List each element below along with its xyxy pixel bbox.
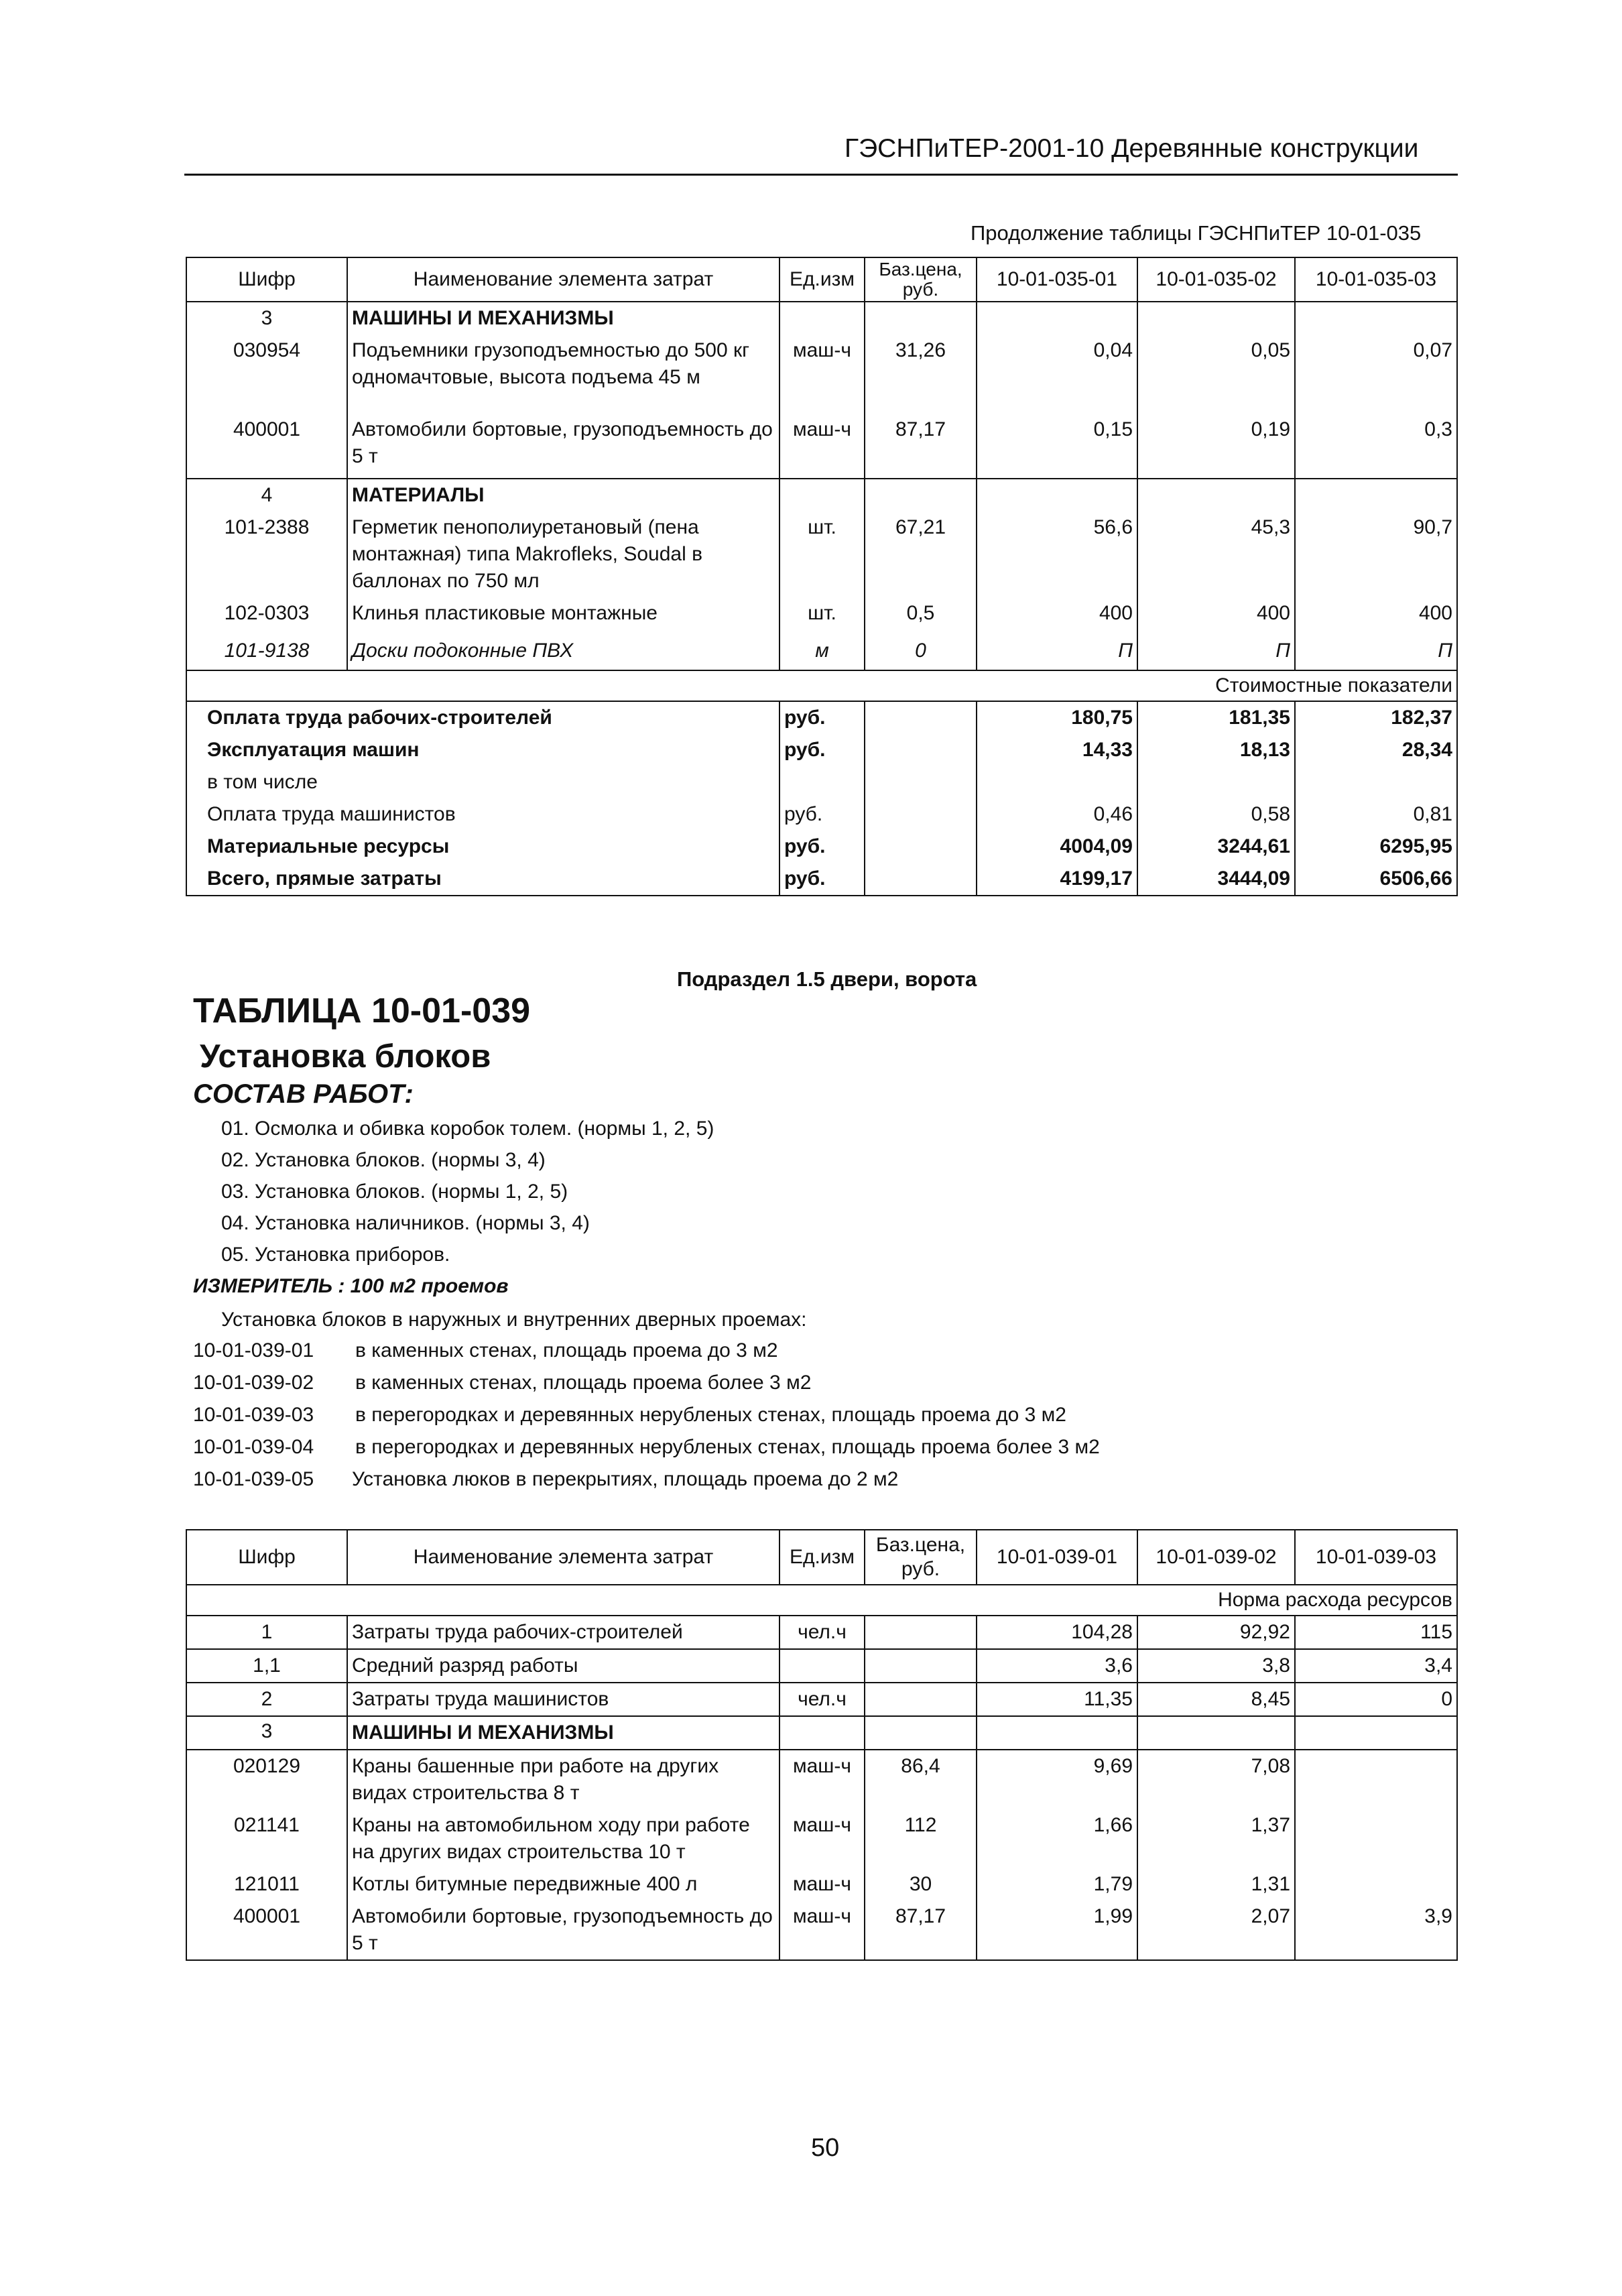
cell-value-2: 45,3 bbox=[1137, 511, 1295, 597]
norm-code: 10-01-039-03 bbox=[193, 1404, 314, 1426]
cell-value-2: 2,07 bbox=[1137, 1900, 1295, 1960]
cost-name: Всего, прямые затраты bbox=[186, 863, 779, 896]
cell-price: 86,4 bbox=[865, 1750, 977, 1809]
subsection-title: Подраздел 1.5 двери, ворота bbox=[677, 967, 977, 991]
page-header-title: ГЭСНПиТЕР-2001-10 Деревянные конструкции bbox=[845, 134, 1419, 163]
cell-value-3 bbox=[1295, 1868, 1457, 1900]
norm-code: 10-01-039-05 bbox=[193, 1468, 314, 1490]
cell-price: 67,21 bbox=[865, 511, 977, 597]
cost-price-empty bbox=[865, 734, 977, 766]
cell-value-1 bbox=[977, 302, 1137, 335]
cost-value-2: 0,58 bbox=[1137, 798, 1295, 831]
cell-value-2: 1,31 bbox=[1137, 1868, 1295, 1900]
cost-row bbox=[186, 766, 1457, 798]
cost-value-1: 180,75 bbox=[977, 701, 1137, 734]
table-row bbox=[186, 1868, 1457, 1900]
page-number: 50 bbox=[811, 2134, 840, 2162]
col-norm-3: 10-01-035-03 bbox=[1295, 257, 1457, 302]
cell-code: 020129 bbox=[186, 1750, 347, 1809]
cell-price: 87,17 bbox=[865, 1900, 977, 1960]
cost-value-1: 4004,09 bbox=[977, 831, 1137, 863]
cost-value-1: 4199,17 bbox=[977, 863, 1137, 896]
cell-value-3: 0,3 bbox=[1295, 414, 1457, 479]
cell-value-1: 104,28 bbox=[977, 1616, 1137, 1649]
cell-value-2 bbox=[1137, 1716, 1295, 1750]
cell-value-1 bbox=[977, 479, 1137, 511]
cost-name: в том числе bbox=[186, 766, 779, 798]
cell-name: Автомобили бортовые, грузоподъемность до 5 т bbox=[347, 414, 779, 479]
cell-code: 1,1 bbox=[186, 1649, 347, 1683]
cost-price-empty bbox=[865, 798, 977, 831]
cell-value-2: 8,45 bbox=[1137, 1683, 1295, 1716]
col-norm-1: 10-01-039-01 bbox=[977, 1530, 1137, 1585]
table-row bbox=[186, 479, 1457, 511]
col-name: Наименование элемента затрат bbox=[347, 1530, 779, 1585]
cell-code: 400001 bbox=[186, 1900, 347, 1960]
cell-name: Краны на автомобильном ходу при работе на других видах строительства 10 т bbox=[347, 1809, 779, 1868]
header-rule bbox=[184, 174, 1458, 176]
cell-value-1: 1,66 bbox=[977, 1809, 1137, 1868]
norm-text: в каменных стенах, площадь проема более 3 м2 bbox=[355, 1372, 812, 1394]
col-price: Баз.цена, руб. bbox=[865, 1530, 977, 1585]
cell-value-3: 90,7 bbox=[1295, 511, 1457, 597]
cost-price-empty bbox=[865, 831, 977, 863]
cost-unit: руб. bbox=[779, 701, 865, 734]
norm-code: 10-01-039-02 bbox=[193, 1372, 314, 1394]
cell-name: Герметик пенополиуретановый (пена монтажная) типа Makrofleks, Soudal в баллонах по 750 мл bbox=[347, 511, 779, 597]
cell-code: 1 bbox=[186, 1616, 347, 1649]
cell-name: Подъемники грузоподъемностью до 500 кг одномачтовые, высота подъема 45 м bbox=[347, 335, 779, 414]
table-row bbox=[186, 1716, 1457, 1750]
cell-code: 030954 bbox=[186, 335, 347, 414]
cost-value-1: 14,33 bbox=[977, 734, 1137, 766]
cell-value-1: 1,99 bbox=[977, 1900, 1137, 1960]
cell-code: 3 bbox=[186, 1716, 347, 1750]
cell-unit: чел.ч bbox=[779, 1683, 865, 1716]
cell-value-3: П bbox=[1295, 635, 1457, 670]
norm-label: Норма расхода ресурсов bbox=[186, 1585, 1457, 1616]
works-heading: СОСТАВ РАБОТ: bbox=[193, 1079, 414, 1109]
cost-unit: руб. bbox=[779, 798, 865, 831]
cell-price bbox=[865, 1716, 977, 1750]
cell-name: Котлы битумные передвижные 400 л bbox=[347, 1868, 779, 1900]
table1-header-row bbox=[186, 257, 1457, 302]
cell-name: Клинья пластиковые монтажные bbox=[347, 597, 779, 635]
cell-value-3: 0 bbox=[1295, 1683, 1457, 1716]
col-price: Баз.цена, руб. bbox=[865, 257, 977, 302]
cost-row bbox=[186, 734, 1457, 766]
cell-code: 101-9138 bbox=[186, 635, 347, 670]
table-row bbox=[186, 635, 1457, 670]
cell-price: 87,17 bbox=[865, 414, 977, 479]
table-row bbox=[186, 597, 1457, 635]
cell-name: МАТЕРИАЛЫ bbox=[347, 479, 779, 511]
cell-code: 4 bbox=[186, 479, 347, 511]
col-unit: Ед.изм bbox=[779, 257, 865, 302]
norm-text: в перегородках и деревянных нерубленых стенах, площадь проема до 3 м2 bbox=[355, 1404, 1066, 1426]
cell-code: 121011 bbox=[186, 1868, 347, 1900]
table-row bbox=[186, 335, 1457, 414]
cell-value-1: 1,79 bbox=[977, 1868, 1137, 1900]
table-subtitle: Установка блоков bbox=[200, 1038, 491, 1075]
cell-code: 101-2388 bbox=[186, 511, 347, 597]
cell-value-1: 11,35 bbox=[977, 1683, 1137, 1716]
norm-code: 10-01-039-01 bbox=[193, 1339, 314, 1362]
cell-value-2: 400 bbox=[1137, 597, 1295, 635]
cell-value-1: 9,69 bbox=[977, 1750, 1137, 1809]
cell-unit bbox=[779, 1716, 865, 1750]
table-row bbox=[186, 1683, 1457, 1716]
cost-unit bbox=[779, 766, 865, 798]
col-norm-1: 10-01-035-01 bbox=[977, 257, 1137, 302]
cell-value-2: 92,92 bbox=[1137, 1616, 1295, 1649]
cell-name: Средний разряд работы bbox=[347, 1649, 779, 1683]
cost-price-empty bbox=[865, 766, 977, 798]
norm-code: 10-01-039-04 bbox=[193, 1436, 314, 1458]
norm-label-row bbox=[186, 1585, 1457, 1616]
cell-value-2: 3,8 bbox=[1137, 1649, 1295, 1683]
table-row bbox=[186, 302, 1457, 335]
table1-caption: Продолжение таблицы ГЭСНПиТЕР 10-01-035 bbox=[971, 221, 1422, 245]
cell-price bbox=[865, 1649, 977, 1683]
meter-line: ИЗМЕРИТЕЛЬ : 100 м2 проемов bbox=[193, 1275, 509, 1297]
cell-name: МАШИНЫ И МЕХАНИЗМЫ bbox=[347, 1716, 779, 1750]
cell-value-3 bbox=[1295, 1716, 1457, 1750]
cost-value-2: 181,35 bbox=[1137, 701, 1295, 734]
cell-value-3 bbox=[1295, 1809, 1457, 1868]
cell-unit: маш-ч bbox=[779, 1868, 865, 1900]
cell-value-3: 0,07 bbox=[1295, 335, 1457, 414]
cell-price bbox=[865, 302, 977, 335]
cell-price: 0 bbox=[865, 635, 977, 670]
cell-value-2 bbox=[1137, 302, 1295, 335]
cost-price-empty bbox=[865, 863, 977, 896]
cost-value-1 bbox=[977, 766, 1137, 798]
cost-row bbox=[186, 701, 1457, 734]
cost-value-3: 28,34 bbox=[1295, 734, 1457, 766]
cost-name: Оплата труда машинистов bbox=[186, 798, 779, 831]
norms-intro: Установка блоков в наружных и внутренних дверных проемах: bbox=[221, 1309, 807, 1331]
table-row bbox=[186, 1809, 1457, 1868]
norm-text: Установка люков в перекрытиях, площадь проема до 2 м2 bbox=[352, 1468, 899, 1490]
table-row bbox=[186, 511, 1457, 597]
work-item: 04. Установка наличников. (нормы 3, 4) bbox=[221, 1212, 590, 1234]
cost-row bbox=[186, 831, 1457, 863]
cost-label: Стоимостные показатели bbox=[186, 670, 1457, 701]
cell-unit: маш-ч bbox=[779, 414, 865, 479]
cell-value-1: 0,04 bbox=[977, 335, 1137, 414]
cell-code: 2 bbox=[186, 1683, 347, 1716]
cell-value-3 bbox=[1295, 479, 1457, 511]
cell-code: 102-0303 bbox=[186, 597, 347, 635]
cell-name: Автомобили бортовые, грузоподъемность до 5 т bbox=[347, 1900, 779, 1960]
table-10-01-039 bbox=[186, 1529, 1458, 1961]
cost-row bbox=[186, 863, 1457, 896]
cell-value-1 bbox=[977, 1716, 1137, 1750]
cost-value-3: 0,81 bbox=[1295, 798, 1457, 831]
cell-value-2: 0,19 bbox=[1137, 414, 1295, 479]
cell-name: Затраты труда рабочих-строителей bbox=[347, 1616, 779, 1649]
cost-value-3: 6295,95 bbox=[1295, 831, 1457, 863]
col-code: Шифр bbox=[186, 257, 347, 302]
norm-text: в перегородках и деревянных нерубленых стенах, площадь проема более 3 м2 bbox=[355, 1436, 1100, 1458]
cost-name: Материальные ресурсы bbox=[186, 831, 779, 863]
cost-unit: руб. bbox=[779, 734, 865, 766]
cell-value-2: 7,08 bbox=[1137, 1750, 1295, 1809]
cell-unit: м bbox=[779, 635, 865, 670]
cell-name: Затраты труда машинистов bbox=[347, 1683, 779, 1716]
table-10-01-035 bbox=[186, 257, 1458, 896]
cost-unit: руб. bbox=[779, 831, 865, 863]
cell-unit: чел.ч bbox=[779, 1616, 865, 1649]
cell-value-3: 3,9 bbox=[1295, 1900, 1457, 1960]
cost-value-2 bbox=[1137, 766, 1295, 798]
norm-text: в каменных стенах, площадь проема до 3 м2 bbox=[355, 1339, 778, 1362]
cost-value-3 bbox=[1295, 766, 1457, 798]
cell-price bbox=[865, 479, 977, 511]
cell-value-1: П bbox=[977, 635, 1137, 670]
cell-price: 31,26 bbox=[865, 335, 977, 414]
table2-header-row bbox=[186, 1530, 1457, 1585]
table-row bbox=[186, 1616, 1457, 1649]
table-row bbox=[186, 1750, 1457, 1809]
table-row bbox=[186, 1900, 1457, 1960]
cell-unit: маш-ч bbox=[779, 1900, 865, 1960]
cell-price bbox=[865, 1683, 977, 1716]
cell-price: 0,5 bbox=[865, 597, 977, 635]
cost-value-2: 3444,09 bbox=[1137, 863, 1295, 896]
cell-unit: маш-ч bbox=[779, 335, 865, 414]
cell-value-2: П bbox=[1137, 635, 1295, 670]
cost-label-row bbox=[186, 670, 1457, 701]
cost-value-1: 0,46 bbox=[977, 798, 1137, 831]
work-item: 01. Осмолка и обивка коробок толем. (нормы 1, 2, 5) bbox=[221, 1117, 714, 1140]
col-norm-2: 10-01-039-02 bbox=[1137, 1530, 1295, 1585]
cost-name: Оплата труда рабочих-строителей bbox=[186, 701, 779, 734]
cell-value-3 bbox=[1295, 302, 1457, 335]
cell-name: Доски подоконные ПВХ bbox=[347, 635, 779, 670]
cost-value-3: 6506,66 bbox=[1295, 863, 1457, 896]
cell-code: 3 bbox=[186, 302, 347, 335]
cell-value-2: 1,37 bbox=[1137, 1809, 1295, 1868]
cell-value-3: 3,4 bbox=[1295, 1649, 1457, 1683]
cell-price bbox=[865, 1616, 977, 1649]
cell-value-3: 115 bbox=[1295, 1616, 1457, 1649]
work-item: 05. Установка приборов. bbox=[221, 1244, 450, 1266]
col-code: Шифр bbox=[186, 1530, 347, 1585]
cell-unit: маш-ч bbox=[779, 1809, 865, 1868]
cell-value-3: 400 bbox=[1295, 597, 1457, 635]
cell-value-1: 0,15 bbox=[977, 414, 1137, 479]
cell-value-2 bbox=[1137, 479, 1295, 511]
cell-value-2: 0,05 bbox=[1137, 335, 1295, 414]
table-title: ТАБЛИЦА 10-01-039 bbox=[193, 991, 531, 1030]
table-row bbox=[186, 414, 1457, 479]
cell-unit bbox=[779, 1649, 865, 1683]
cell-price: 112 bbox=[865, 1809, 977, 1868]
cell-code: 400001 bbox=[186, 414, 347, 479]
cell-name: МАШИНЫ И МЕХАНИЗМЫ bbox=[347, 302, 779, 335]
cost-value-3: 182,37 bbox=[1295, 701, 1457, 734]
cost-name: Эксплуатация машин bbox=[186, 734, 779, 766]
table-row bbox=[186, 1649, 1457, 1683]
cost-value-2: 3244,61 bbox=[1137, 831, 1295, 863]
cell-value-1: 56,6 bbox=[977, 511, 1137, 597]
cell-code: 021141 bbox=[186, 1809, 347, 1868]
cell-value-1: 400 bbox=[977, 597, 1137, 635]
cost-row bbox=[186, 798, 1457, 831]
cell-price: 30 bbox=[865, 1868, 977, 1900]
col-norm-2: 10-01-035-02 bbox=[1137, 257, 1295, 302]
cost-value-2: 18,13 bbox=[1137, 734, 1295, 766]
cell-unit bbox=[779, 479, 865, 511]
cost-unit: руб. bbox=[779, 863, 865, 896]
cost-price-empty bbox=[865, 701, 977, 734]
cell-unit: маш-ч bbox=[779, 1750, 865, 1809]
cell-unit bbox=[779, 302, 865, 335]
cell-unit: шт. bbox=[779, 511, 865, 597]
cell-unit: шт. bbox=[779, 597, 865, 635]
col-norm-3: 10-01-039-03 bbox=[1295, 1530, 1457, 1585]
col-unit: Ед.изм bbox=[779, 1530, 865, 1585]
cell-value-3 bbox=[1295, 1750, 1457, 1809]
work-item: 02. Установка блоков. (нормы 3, 4) bbox=[221, 1149, 546, 1171]
cell-value-1: 3,6 bbox=[977, 1649, 1137, 1683]
col-name: Наименование элемента затрат bbox=[347, 257, 779, 302]
cell-name: Краны башенные при работе на других видах строительства 8 т bbox=[347, 1750, 779, 1809]
work-item: 03. Установка блоков. (нормы 1, 2, 5) bbox=[221, 1181, 568, 1203]
